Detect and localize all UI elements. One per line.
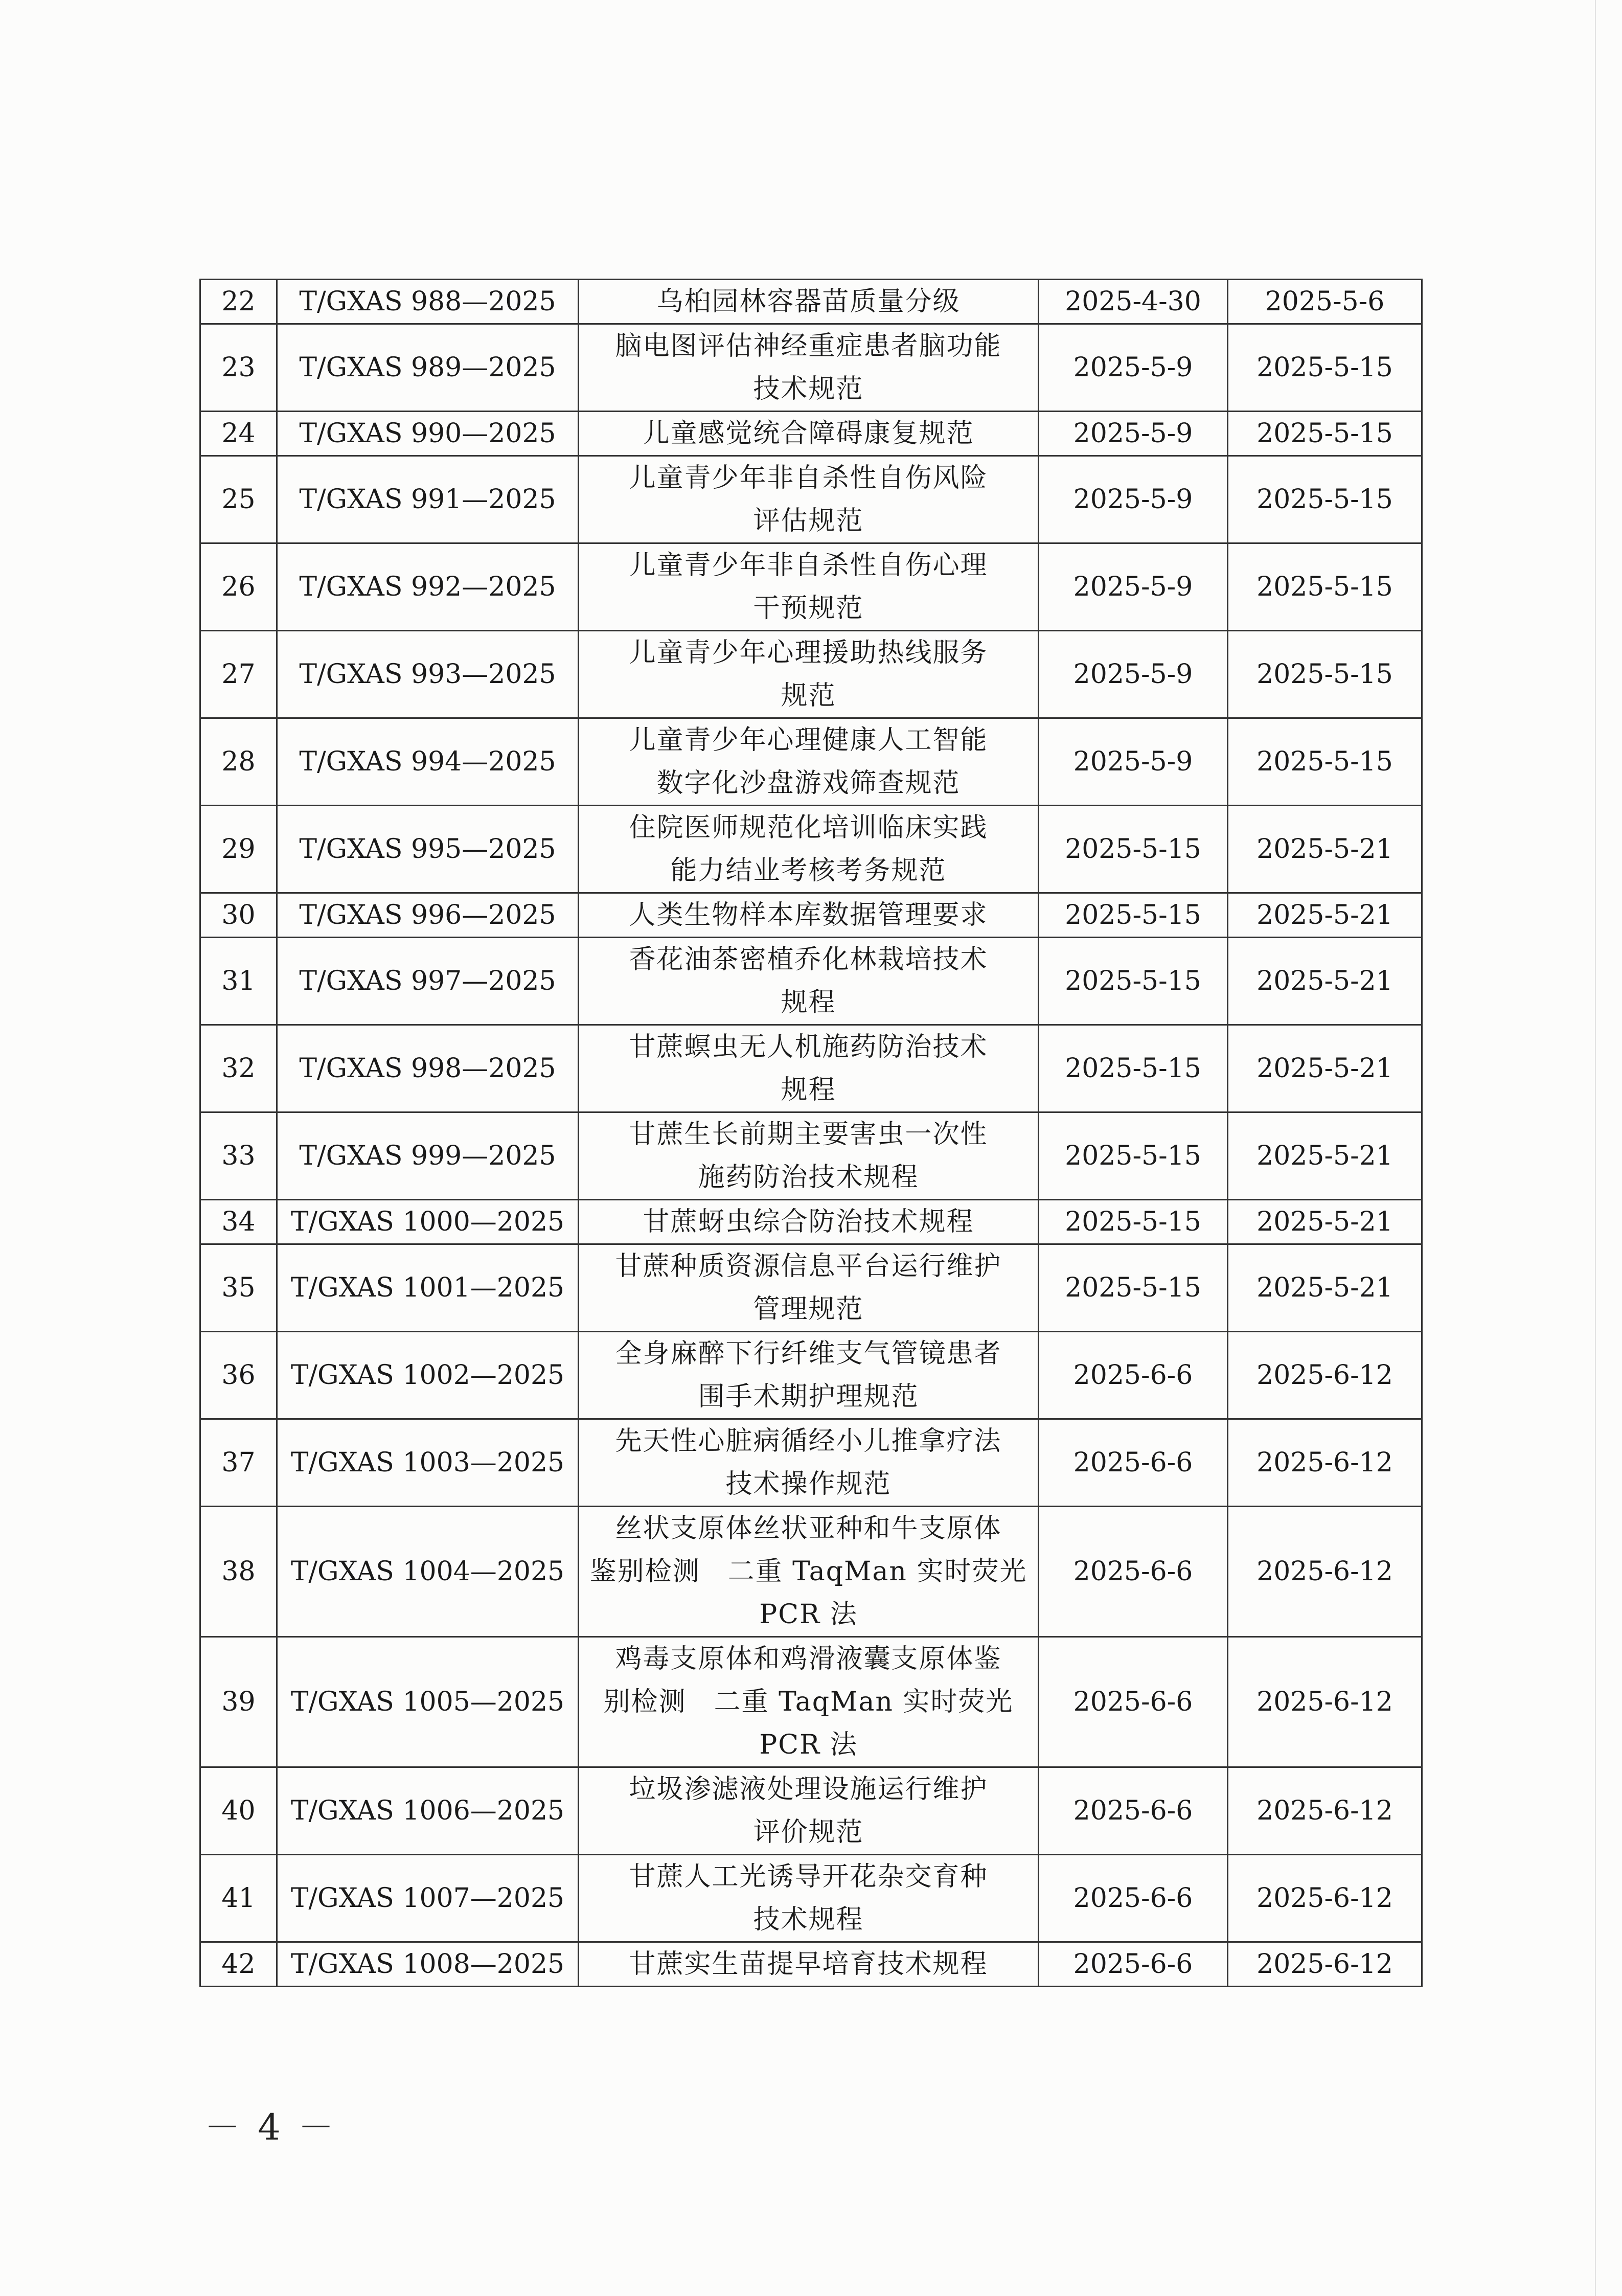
- standard-code: T/GXAS 988—2025: [277, 280, 579, 324]
- row-number: 40: [200, 1767, 277, 1855]
- standard-code: T/GXAS 998—2025: [277, 1025, 579, 1112]
- standard-name-line: 技术规程: [753, 1904, 864, 1935]
- standard-name-line: 鸡毒支原体和鸡滑液囊支原体鉴: [615, 1644, 1002, 1674]
- standard-name-line: 技术规范: [753, 374, 864, 404]
- standard-code: T/GXAS 1007—2025: [277, 1855, 579, 1942]
- publish-date: 2025-6-6: [1039, 1332, 1228, 1419]
- standard-name-line: 先天性心脏病循经小儿推拿疗法: [615, 1426, 1002, 1457]
- standards-table-body: [200, 280, 1422, 1987]
- implement-date: 2025-6-12: [1228, 1507, 1422, 1637]
- standard-name-line: 甘蔗实生苗提早培育技术规程: [629, 1949, 988, 1980]
- publish-date: 2025-5-9: [1039, 456, 1228, 543]
- table-row: [200, 1942, 1422, 1987]
- table-row: [200, 1637, 1422, 1767]
- table-row: [200, 1332, 1422, 1419]
- row-number: 36: [200, 1332, 277, 1419]
- standard-name-line: 甘蔗生长前期主要害虫一次性: [629, 1119, 988, 1150]
- row-number: 37: [200, 1419, 277, 1507]
- standard-code: T/GXAS 996—2025: [277, 893, 579, 938]
- table-row: [200, 1025, 1422, 1112]
- standard-name-line: 儿童感觉统合障碍康复规范: [643, 418, 974, 449]
- implement-date: 2025-5-15: [1228, 543, 1422, 631]
- table-row: [200, 718, 1422, 806]
- publish-date: 2025-5-15: [1039, 806, 1228, 893]
- table-row: [200, 1200, 1422, 1244]
- standard-name-line: 干预规范: [753, 593, 864, 624]
- row-number: 35: [200, 1244, 277, 1332]
- standard-name: [579, 1637, 1039, 1767]
- standard-name-line: 管理规范: [753, 1294, 864, 1325]
- standard-name: [579, 412, 1039, 456]
- standard-name-line: 别检测 二重 TaqMan 实时荧光: [603, 1687, 1014, 1717]
- publish-date: 2025-5-9: [1039, 412, 1228, 456]
- page-number: － 4 －: [204, 2106, 337, 2148]
- standard-name-line: 施药防治技术规程: [698, 1162, 919, 1193]
- implement-date: 2025-5-21: [1228, 806, 1422, 893]
- row-number: 28: [200, 718, 277, 806]
- implement-date: 2025-6-12: [1228, 1767, 1422, 1855]
- standard-name: [579, 324, 1039, 412]
- standard-name: [579, 938, 1039, 1025]
- standard-code: T/GXAS 1000—2025: [277, 1200, 579, 1244]
- table-row: [200, 1244, 1422, 1332]
- row-number: 32: [200, 1025, 277, 1112]
- standard-name: [579, 1244, 1039, 1332]
- publish-date: 2025-5-15: [1039, 1025, 1228, 1112]
- standard-name-line: 甘蔗种质资源信息平台运行维护: [615, 1251, 1002, 1282]
- standard-name-line: 儿童青少年心理健康人工智能: [629, 725, 988, 756]
- publish-date: 2025-4-30: [1039, 280, 1228, 324]
- implement-date: 2025-5-21: [1228, 893, 1422, 938]
- standard-code: T/GXAS 1006—2025: [277, 1767, 579, 1855]
- standard-name-line: 评价规范: [753, 1817, 864, 1848]
- table-row: [200, 324, 1422, 412]
- implement-date: 2025-5-21: [1228, 1244, 1422, 1332]
- row-number: 38: [200, 1507, 277, 1637]
- implement-date: 2025-5-21: [1228, 1112, 1422, 1200]
- standard-name-line: 脑电图评估神经重症患者脑功能: [615, 331, 1002, 361]
- standards-table: [199, 279, 1423, 1987]
- standard-name-line: 评估规范: [753, 506, 864, 536]
- row-number: 39: [200, 1637, 277, 1767]
- standard-name-line: 甘蔗蚜虫综合防治技术规程: [643, 1207, 974, 1237]
- publish-date: 2025-5-15: [1039, 1200, 1228, 1244]
- implement-date: 2025-6-12: [1228, 1637, 1422, 1767]
- standard-name: [579, 1332, 1039, 1419]
- standard-code: T/GXAS 1001—2025: [277, 1244, 579, 1332]
- standard-name: [579, 806, 1039, 893]
- standard-name-line: 住院医师规范化培训临床实践: [629, 812, 988, 843]
- row-number: 31: [200, 938, 277, 1025]
- table-row: [200, 893, 1422, 938]
- standard-name-line: 数字化沙盘游戏筛查规范: [656, 768, 961, 799]
- table-row: [200, 1507, 1422, 1637]
- row-number: 27: [200, 631, 277, 718]
- standard-name-line: 乌桕园林容器苗质量分级: [656, 286, 961, 317]
- standard-name-line: 全身麻醉下行纤维支气管镜患者: [615, 1338, 1002, 1369]
- implement-date: 2025-5-15: [1228, 412, 1422, 456]
- standard-name-line: 规范: [781, 680, 836, 711]
- standard-name: [579, 1855, 1039, 1942]
- row-number: 41: [200, 1855, 277, 1942]
- standard-name: [579, 456, 1039, 543]
- standard-code: T/GXAS 1008—2025: [277, 1942, 579, 1987]
- standard-name-line: 规程: [781, 1075, 836, 1105]
- standard-name-line: 能力结业考核考务规范: [670, 855, 947, 886]
- standard-name-line: 甘蔗人工光诱导开花杂交育种: [629, 1861, 988, 1892]
- table-row: [200, 1112, 1422, 1200]
- standard-code: T/GXAS 995—2025: [277, 806, 579, 893]
- publish-date: 2025-5-15: [1039, 1112, 1228, 1200]
- row-number: 26: [200, 543, 277, 631]
- implement-date: 2025-5-15: [1228, 456, 1422, 543]
- scan-edge-line: [1595, 0, 1596, 2296]
- implement-date: 2025-5-15: [1228, 718, 1422, 806]
- standard-name: [579, 1200, 1039, 1244]
- standard-name-line: 鉴别检测 二重 TaqMan 实时荧光: [589, 1556, 1027, 1587]
- standard-code: T/GXAS 1005—2025: [277, 1637, 579, 1767]
- table-row: [200, 1855, 1422, 1942]
- publish-date: 2025-5-15: [1039, 938, 1228, 1025]
- standard-code: T/GXAS 1002—2025: [277, 1332, 579, 1419]
- standard-code: T/GXAS 990—2025: [277, 412, 579, 456]
- row-number: 34: [200, 1200, 277, 1244]
- implement-date: 2025-6-12: [1228, 1419, 1422, 1507]
- standard-name-line: 香花油茶密植乔化林栽培技术: [629, 944, 988, 975]
- publish-date: 2025-6-6: [1039, 1419, 1228, 1507]
- standard-name: [579, 718, 1039, 806]
- standard-name-line: 甘蔗螟虫无人机施药防治技术: [629, 1032, 988, 1062]
- publish-date: 2025-5-9: [1039, 631, 1228, 718]
- implement-date: 2025-5-15: [1228, 324, 1422, 412]
- row-number: 25: [200, 456, 277, 543]
- table-row: [200, 938, 1422, 1025]
- publish-date: 2025-6-6: [1039, 1855, 1228, 1942]
- standard-name-line: 儿童青少年非自杀性自伤心理: [629, 550, 988, 581]
- implement-date: 2025-5-21: [1228, 1200, 1422, 1244]
- table-row: [200, 1767, 1422, 1855]
- standard-code: T/GXAS 994—2025: [277, 718, 579, 806]
- standard-code: T/GXAS 1003—2025: [277, 1419, 579, 1507]
- standard-name: [579, 1112, 1039, 1200]
- standard-code: T/GXAS 992—2025: [277, 543, 579, 631]
- publish-date: 2025-6-6: [1039, 1767, 1228, 1855]
- standard-name-line: 丝状支原体丝状亚种和牛支原体: [615, 1513, 1002, 1544]
- row-number: 30: [200, 893, 277, 938]
- standard-name: [579, 280, 1039, 324]
- row-number: 33: [200, 1112, 277, 1200]
- implement-date: 2025-6-12: [1228, 1855, 1422, 1942]
- standard-name-line: 规程: [781, 987, 836, 1018]
- implement-date: 2025-5-15: [1228, 631, 1422, 718]
- row-number: 29: [200, 806, 277, 893]
- standard-name: [579, 1942, 1039, 1987]
- standard-name-line: 围手术期护理规范: [698, 1381, 919, 1412]
- publish-date: 2025-5-9: [1039, 718, 1228, 806]
- standard-name: [579, 1025, 1039, 1112]
- standard-name-line: 垃圾渗滤液处理设施运行维护: [629, 1774, 988, 1805]
- publish-date: 2025-5-15: [1039, 893, 1228, 938]
- standard-name-line: PCR 法: [759, 1599, 858, 1630]
- standard-code: T/GXAS 997—2025: [277, 938, 579, 1025]
- standard-code: T/GXAS 993—2025: [277, 631, 579, 718]
- implement-date: 2025-5-21: [1228, 938, 1422, 1025]
- implement-date: 2025-5-6: [1228, 280, 1422, 324]
- implement-date: 2025-6-12: [1228, 1942, 1422, 1987]
- standard-code: T/GXAS 1004—2025: [277, 1507, 579, 1637]
- implement-date: 2025-5-21: [1228, 1025, 1422, 1112]
- table-row: [200, 280, 1422, 324]
- standard-name-line: 人类生物样本库数据管理要求: [629, 900, 988, 930]
- standard-code: T/GXAS 991—2025: [277, 456, 579, 543]
- standard-name-line: PCR 法: [759, 1730, 858, 1760]
- publish-date: 2025-5-9: [1039, 543, 1228, 631]
- standard-name: [579, 1507, 1039, 1637]
- standard-name-line: 儿童青少年非自杀性自伤风险: [629, 463, 988, 493]
- standard-name-line: 技术操作规范: [725, 1469, 892, 1499]
- standard-name: [579, 893, 1039, 938]
- standard-code: T/GXAS 999—2025: [277, 1112, 579, 1200]
- publish-date: 2025-6-6: [1039, 1507, 1228, 1637]
- implement-date: 2025-6-12: [1228, 1332, 1422, 1419]
- publish-date: 2025-6-6: [1039, 1637, 1228, 1767]
- publish-date: 2025-5-9: [1039, 324, 1228, 412]
- row-number: 24: [200, 412, 277, 456]
- standard-code: T/GXAS 989—2025: [277, 324, 579, 412]
- table-row: [200, 456, 1422, 543]
- table-row: [200, 543, 1422, 631]
- standard-name: [579, 1419, 1039, 1507]
- publish-date: 2025-5-15: [1039, 1244, 1228, 1332]
- row-number: 23: [200, 324, 277, 412]
- row-number: 42: [200, 1942, 277, 1987]
- table-row: [200, 631, 1422, 718]
- standard-name: [579, 631, 1039, 718]
- table-row: [200, 412, 1422, 456]
- standard-name: [579, 1767, 1039, 1855]
- publish-date: 2025-6-6: [1039, 1942, 1228, 1987]
- table-row: [200, 1419, 1422, 1507]
- standard-name-line: 儿童青少年心理援助热线服务: [629, 638, 988, 668]
- table-row: [200, 806, 1422, 893]
- row-number: 22: [200, 280, 277, 324]
- standard-name: [579, 543, 1039, 631]
